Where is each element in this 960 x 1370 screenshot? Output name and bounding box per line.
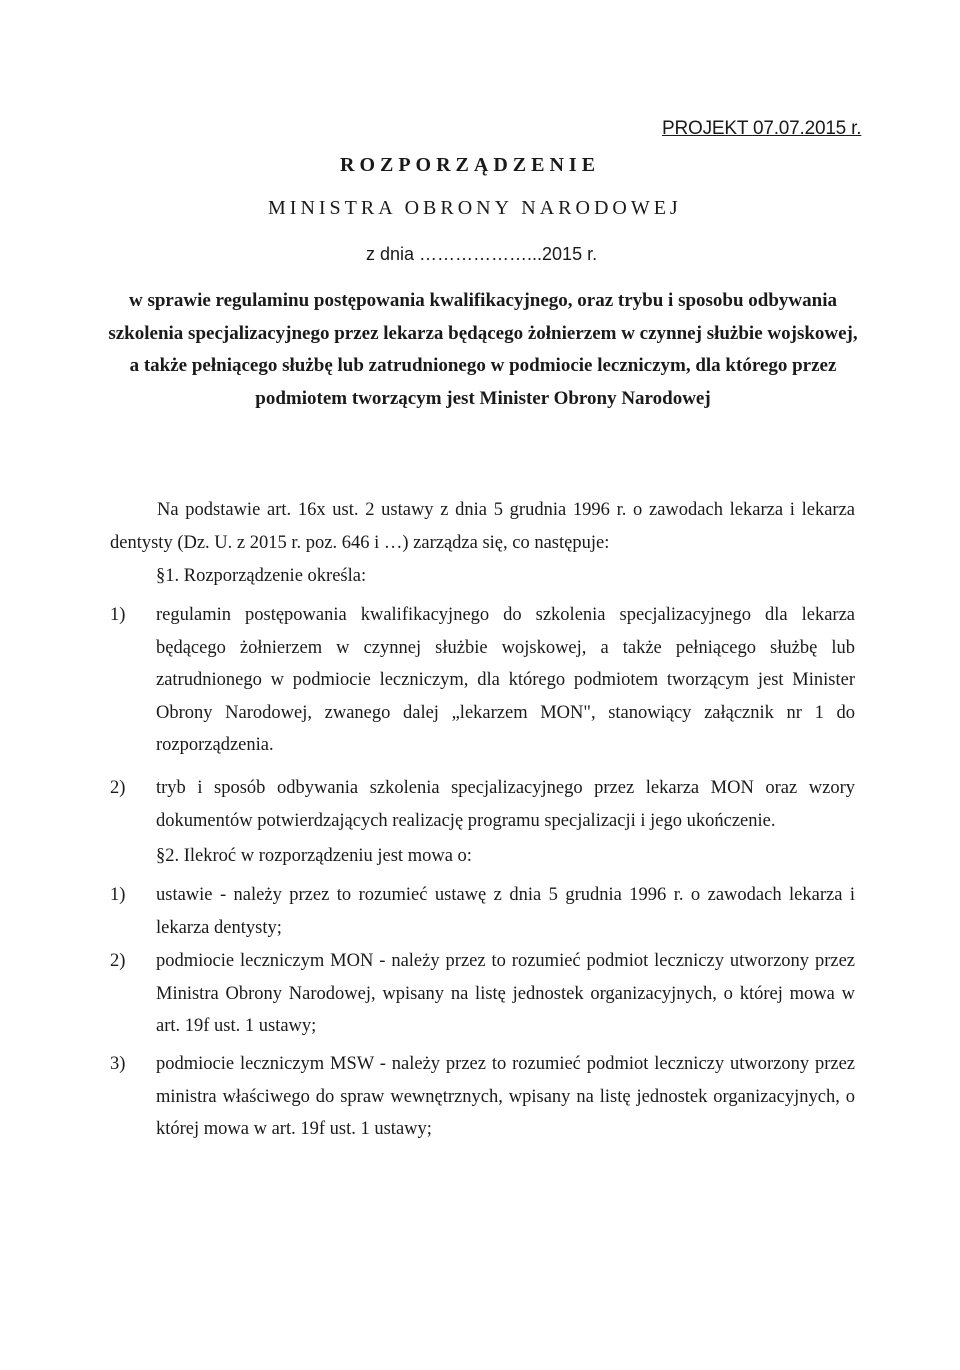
- item-number: 2): [110, 778, 126, 798]
- document-subject: w sprawie regulaminu postępowania kwalifikacyjnego, oraz trybu i sposobu odbywania szkolenia specjalizacyjnego przez lekarza będącego żołnierzem w czynnej służbie wojskowej, a także pełniącego służbę lub zatrudnionego w podmiocie leczniczym, dla którego przez podmiotem tworzącym jest Minister Obrony Narodowej: [108, 290, 858, 409]
- section-1-item: [110, 599, 855, 762]
- item-text: regulamin postępowania kwalifikacyjnego do szkolenia specjalizacyjnego dla lekarza będącego żołnierzem w czynnej służbie wojskowej, a także pełniącego służbę lub zatrudnionego w podmiocie leczniczym, dla którego podmiotem tworzącym jest Minister Obrony Narodowej, zwanego dalej „lekarzem MON", stanowiący załącznik nr 1 do rozporządzenia.: [156, 605, 855, 755]
- date-line: z dnia ………………...2015 r.: [366, 244, 598, 264]
- section-2-heading: §2. Ilekroć w rozporządzeniu jest mowa o:: [156, 846, 472, 866]
- item-text: ustawie - należy przez to rozumieć ustawę z dnia 5 grudnia 1996 r. o zawodach lekarza i lekarza dentysty;: [156, 885, 855, 938]
- document-title: ROZPORZĄDZENIE: [340, 154, 601, 176]
- item-number: 3): [110, 1054, 126, 1074]
- section-2-item: [110, 1048, 855, 1146]
- section-1-item: [110, 772, 855, 837]
- item-text: tryb i sposób odbywania szkolenia specjalizacyjnego przez lekarza MON oraz wzory dokumentów potwierdzających realizację programu specjalizacji i jego ukończenie.: [156, 778, 855, 831]
- legal-basis-paragraph: [110, 494, 855, 560]
- section-2-item: [110, 945, 855, 1043]
- item-number: 1): [110, 605, 126, 625]
- section-1-heading: §1. Rozporządzenie określa:: [156, 566, 367, 586]
- item-number: 2): [110, 951, 126, 971]
- draft-stamp: PROJEKT 07.07.2015 r.: [662, 118, 862, 139]
- item-number: 1): [110, 885, 126, 905]
- issuing-authority: MINISTRA OBRONY NARODOWEJ: [268, 197, 682, 219]
- section-2-item: [110, 879, 855, 944]
- item-text: podmiocie leczniczym MSW - należy przez to rozumieć podmiot leczniczy utworzony przez ministra właściwego do spraw wewnętrznych, wpisany na listę jednostek organizacyjnych, o której mowa w art. 19f ust. 1 ustawy;: [156, 1054, 855, 1139]
- legal-basis-text: Na podstawie art. 16x ust. 2 ustawy z dnia 5 grudnia 1996 r. o zawodach lekarza i lekarza dentysty (Dz. U. z 2015 r. poz. 646 i …) zarządza się, co następuje:: [110, 500, 855, 553]
- item-text: podmiocie leczniczym MON - należy przez to rozumieć podmiot leczniczy utworzony przez Ministra Obrony Narodowej, wpisany na listę jednostek organizacyjnych, o której mowa w art. 19f ust. 1 ustawy;: [156, 951, 855, 1036]
